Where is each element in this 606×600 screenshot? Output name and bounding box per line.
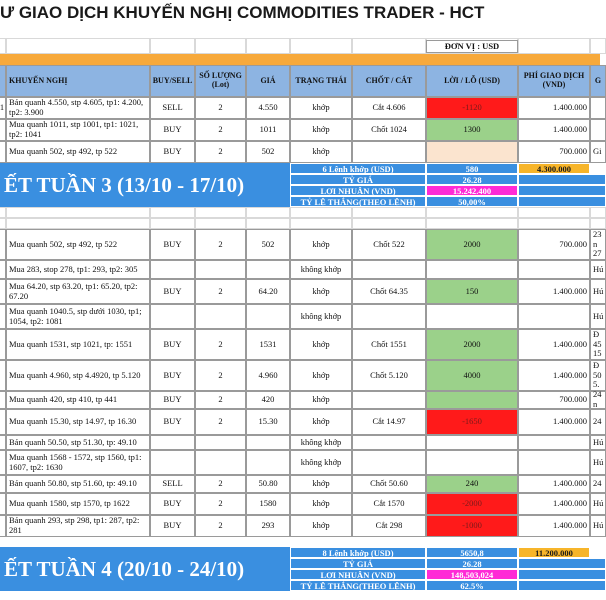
row-status: khớp — [290, 279, 352, 304]
row-side: BUY — [150, 279, 195, 304]
row-status: không khớp — [290, 435, 352, 450]
summary-label: 8 Lệnh khớp (USD) — [290, 547, 426, 558]
orange-separator — [0, 54, 600, 65]
row-status: khớp — [290, 391, 352, 409]
unit-label: ĐƠN VỊ : USD — [426, 40, 518, 53]
empty-grid-cell — [246, 207, 290, 218]
row-recommendation: Bán quanh 4.550, stp 4.605, tp1: 4.200, tp2: 3.900 — [6, 97, 150, 119]
empty-grid-cell — [246, 38, 290, 54]
page-title: Ư GIAO DỊCH KHUYẾN NGHỊ COMMODITIES TRADER - HCT — [0, 3, 485, 22]
row-profit-loss — [426, 391, 518, 409]
row-side: BUY — [150, 119, 195, 141]
row-extra: Đ 45 15 — [590, 329, 606, 360]
row-fee — [518, 304, 590, 329]
row-close — [352, 435, 426, 450]
row-close: Cắt 14.97 — [352, 409, 426, 435]
empty-grid-cell — [290, 207, 352, 218]
row-quantity — [195, 435, 246, 450]
row-price: 502 — [246, 229, 290, 260]
empty-grid-cell — [590, 207, 606, 218]
row-profit-loss — [426, 304, 518, 329]
header-extra: G — [590, 65, 606, 97]
row-side: BUY — [150, 329, 195, 360]
row-status: khớp — [290, 229, 352, 260]
header-loi-lo: LỜI / LỖ (USD) — [426, 65, 518, 97]
row-price: 1531 — [246, 329, 290, 360]
row-quantity: 2 — [195, 360, 246, 391]
row-price: 4.960 — [246, 360, 290, 391]
row-close — [352, 450, 426, 475]
row-price: 1011 — [246, 119, 290, 141]
row-recommendation: Mua quanh 502, stp 492, tp 522 — [6, 141, 150, 163]
row-profit-loss: -2000 — [426, 493, 518, 515]
empty-grid-cell — [518, 38, 590, 54]
row-mark: 1 — [0, 97, 6, 119]
empty-grid-cell — [195, 38, 246, 54]
empty-grid-cell — [518, 218, 590, 229]
summary-value: 148,503,024 — [426, 569, 518, 580]
row-quantity — [195, 260, 246, 279]
row-price — [246, 260, 290, 279]
summary-value: 580 — [426, 163, 518, 174]
row-close: Chốt 64.35 — [352, 279, 426, 304]
row-price: 50.80 — [246, 475, 290, 493]
row-close — [352, 304, 426, 329]
row-extra: 24 n — [590, 391, 606, 409]
row-price — [246, 304, 290, 329]
row-status: khớp — [290, 493, 352, 515]
row-price: 64.20 — [246, 279, 290, 304]
row-price: 1580 — [246, 493, 290, 515]
row-close — [352, 260, 426, 279]
row-side: SELL — [150, 475, 195, 493]
row-status: khớp — [290, 119, 352, 141]
empty-grid-cell — [518, 207, 590, 218]
row-status: không khớp — [290, 304, 352, 329]
row-status: khớp — [290, 141, 352, 163]
row-extra: Hú — [590, 260, 606, 279]
empty-grid-cell — [426, 218, 518, 229]
empty-grid-cell — [590, 38, 606, 54]
row-extra: 24 — [590, 475, 606, 493]
summary-value: 26.28 — [426, 174, 518, 185]
summary-filler — [518, 185, 606, 196]
row-recommendation: Mua quanh 420, stp 410, tp 441 — [6, 391, 150, 409]
summary-label: TỶ GIÁ — [290, 558, 426, 569]
row-quantity: 2 — [195, 515, 246, 537]
row-price — [246, 435, 290, 450]
row-status: không khớp — [290, 260, 352, 279]
row-close: Chốt 50.60 — [352, 475, 426, 493]
row-recommendation: Mua quanh 15.30, stp 14.97, tp 16.30 — [6, 409, 150, 435]
summary-label: TỶ GIÁ — [290, 174, 426, 185]
row-close: Cắt 1570 — [352, 493, 426, 515]
row-extra: Hú — [590, 279, 606, 304]
row-fee: 1.400.000 — [518, 493, 590, 515]
row-profit-loss: 150 — [426, 279, 518, 304]
summary-value: 62.5% — [426, 580, 518, 591]
row-recommendation: Bán quanh 293, stp 298, tp1: 287, tp2: 281 — [6, 515, 150, 537]
row-quantity — [195, 450, 246, 475]
summary-filler — [518, 580, 606, 591]
row-fee: 700.000 — [518, 141, 590, 163]
row-close: Cắt 4.606 — [352, 97, 426, 119]
row-fee: 700.000 — [518, 391, 590, 409]
empty-grid-cell — [150, 218, 195, 229]
row-price: 4.550 — [246, 97, 290, 119]
row-close: Chốt 1024 — [352, 119, 426, 141]
row-extra: Hú — [590, 304, 606, 329]
summary-filler — [518, 569, 606, 580]
empty-grid-cell — [246, 218, 290, 229]
empty-grid-cell — [290, 38, 352, 54]
row-side — [150, 450, 195, 475]
empty-grid-cell — [195, 207, 246, 218]
row-extra — [590, 97, 606, 119]
row-profit-loss: -1650 — [426, 409, 518, 435]
row-quantity: 2 — [195, 119, 246, 141]
empty-grid-cell — [6, 38, 150, 54]
row-quantity: 2 — [195, 141, 246, 163]
row-profit-loss — [426, 260, 518, 279]
row-close: Chốt 1551 — [352, 329, 426, 360]
row-recommendation: Mua 283, stop 278, tp1: 293, tp2: 305 — [6, 260, 150, 279]
header-khuyen-nghi: KHUYẾN NGHỊ — [6, 65, 150, 97]
summary-label: LỢI NHUẬN (VND) — [290, 185, 426, 196]
empty-grid-cell — [6, 218, 150, 229]
row-fee — [518, 450, 590, 475]
row-profit-loss: 1300 — [426, 119, 518, 141]
row-price: 420 — [246, 391, 290, 409]
row-side: BUY — [150, 360, 195, 391]
row-close — [352, 391, 426, 409]
row-extra: 23 n 27 — [590, 229, 606, 260]
row-profit-loss: 240 — [426, 475, 518, 493]
summary-label: 6 Lệnh khớp (USD) — [290, 163, 426, 174]
summary-filler — [518, 196, 606, 207]
row-quantity: 2 — [195, 279, 246, 304]
header-phi: PHÍ GIAO DỊCH (VND) — [518, 65, 590, 97]
week-summary-banner: ẾT TUẦN 3 (13/10 - 17/10) — [0, 163, 290, 207]
week-summary-banner: ẾT TUẦN 4 (20/10 - 24/10) — [0, 547, 290, 591]
row-close — [352, 141, 426, 163]
summary-filler — [518, 174, 606, 185]
row-profit-loss: -1000 — [426, 515, 518, 537]
row-status: khớp — [290, 515, 352, 537]
row-side: BUY — [150, 493, 195, 515]
row-profit-loss — [426, 450, 518, 475]
row-extra: 24 — [590, 409, 606, 435]
row-side — [150, 304, 195, 329]
row-extra: Hú — [590, 435, 606, 450]
row-extra: Hú — [590, 515, 606, 537]
row-fee: 1.400.000 — [518, 329, 590, 360]
row-quantity: 2 — [195, 475, 246, 493]
row-status: khớp — [290, 329, 352, 360]
row-side: BUY — [150, 141, 195, 163]
empty-grid-cell — [426, 207, 518, 218]
summary-label: TỶ LỆ THẮNG(THEO LỆNH) — [290, 580, 426, 591]
summary-value: 26.28 — [426, 558, 518, 569]
row-side: BUY — [150, 229, 195, 260]
row-recommendation: Mua quanh 4.960, stp 4.4920, tp 5.120 — [6, 360, 150, 391]
row-status: khớp — [290, 97, 352, 119]
empty-grid-cell — [6, 207, 150, 218]
row-status: khớp — [290, 475, 352, 493]
header-gia: GIÁ — [246, 65, 290, 97]
empty-grid-cell — [150, 207, 195, 218]
row-profit-loss: 2000 — [426, 229, 518, 260]
empty-grid-cell — [352, 207, 426, 218]
empty-grid-cell — [590, 218, 606, 229]
row-status: không khớp — [290, 450, 352, 475]
row-quantity: 2 — [195, 97, 246, 119]
row-fee: 1.400.000 — [518, 515, 590, 537]
header-so-luong: SỐ LƯỢNG (Lot) — [195, 65, 246, 97]
empty-grid-cell — [195, 218, 246, 229]
row-fee: 1.400.000 — [518, 119, 590, 141]
empty-grid-cell — [352, 218, 426, 229]
row-side: SELL — [150, 97, 195, 119]
row-extra: Gi — [590, 141, 606, 163]
row-profit-loss: 4000 — [426, 360, 518, 391]
row-recommendation: Mua quanh 1580, stp 1570, tp 1622 — [6, 493, 150, 515]
row-recommendation: Mua quanh 1568 - 1572, stp 1560, tp1: 1607, tp2: 1630 — [6, 450, 150, 475]
row-recommendation: Bán quanh 50.80, stp 51.60, tp: 49.10 — [6, 475, 150, 493]
row-price: 293 — [246, 515, 290, 537]
row-quantity — [195, 304, 246, 329]
row-close: Chốt 5.120 — [352, 360, 426, 391]
row-extra: Hú — [590, 493, 606, 515]
row-profit-loss — [426, 141, 518, 163]
row-recommendation: Mua quanh 1531, stp 1021, tp: 1551 — [6, 329, 150, 360]
row-recommendation: Bán quanh 50.50, stp 51.30, tp: 49.10 — [6, 435, 150, 450]
row-fee: 1.400.000 — [518, 409, 590, 435]
summary-label: LỢI NHUẬN (VND) — [290, 569, 426, 580]
row-quantity: 2 — [195, 329, 246, 360]
summary-label: TỶ LỆ THẮNG(THEO LỆNH) — [290, 196, 426, 207]
row-quantity: 2 — [195, 493, 246, 515]
row-price: 15.30 — [246, 409, 290, 435]
row-extra: Hú — [590, 450, 606, 475]
header-chot-cat: CHỐT / CẮT — [352, 65, 426, 97]
row-side: BUY — [150, 409, 195, 435]
row-recommendation: Mua quanh 1011, stp 1001, tp1: 1021, tp2: 1041 — [6, 119, 150, 141]
row-fee: 1.400.000 — [518, 279, 590, 304]
row-side — [150, 435, 195, 450]
row-quantity: 2 — [195, 409, 246, 435]
row-fee: 1.400.000 — [518, 360, 590, 391]
summary-filler — [518, 558, 606, 569]
row-side: BUY — [150, 515, 195, 537]
row-price: 502 — [246, 141, 290, 163]
row-side — [150, 260, 195, 279]
empty-grid-cell — [150, 38, 195, 54]
header-buy-sell: BUY/SELL — [150, 65, 195, 97]
row-fee — [518, 435, 590, 450]
summary-value: 15.242.400 — [426, 185, 518, 196]
row-profit-loss: 2000 — [426, 329, 518, 360]
row-fee: 1.400.000 — [518, 97, 590, 119]
row-close: Cắt 298 — [352, 515, 426, 537]
row-side: BUY — [150, 391, 195, 409]
row-quantity: 2 — [195, 229, 246, 260]
row-fee — [518, 260, 590, 279]
row-fee: 1.400.000 — [518, 475, 590, 493]
summary-value: 50,00% — [426, 196, 518, 207]
row-extra — [590, 119, 606, 141]
row-recommendation: Mua quanh 502, stp 492, tp 522 — [6, 229, 150, 260]
row-profit-loss: -1120 — [426, 97, 518, 119]
row-close: Chốt 522 — [352, 229, 426, 260]
summary-fee-total: 4.300.000 — [518, 163, 590, 174]
row-quantity: 2 — [195, 391, 246, 409]
empty-grid-cell — [290, 218, 352, 229]
row-status: khớp — [290, 409, 352, 435]
summary-fee-total: 11.200.000 — [518, 547, 590, 558]
row-extra: Đ 50 5. — [590, 360, 606, 391]
row-price — [246, 450, 290, 475]
row-recommendation: Mua 64.20, stp 63.20, tp1: 65.20, tp2: 67.20 — [6, 279, 150, 304]
row-status: khớp — [290, 360, 352, 391]
summary-value: 5650,8 — [426, 547, 518, 558]
header-trang-thai: TRẠNG THÁI — [290, 65, 352, 97]
row-fee: 700.000 — [518, 229, 590, 260]
row-profit-loss — [426, 435, 518, 450]
empty-grid-cell — [352, 38, 426, 54]
row-recommendation: Mua quanh 1040.5, stp dưới 1030, tp1; 1054, tp2: 1081 — [6, 304, 150, 329]
